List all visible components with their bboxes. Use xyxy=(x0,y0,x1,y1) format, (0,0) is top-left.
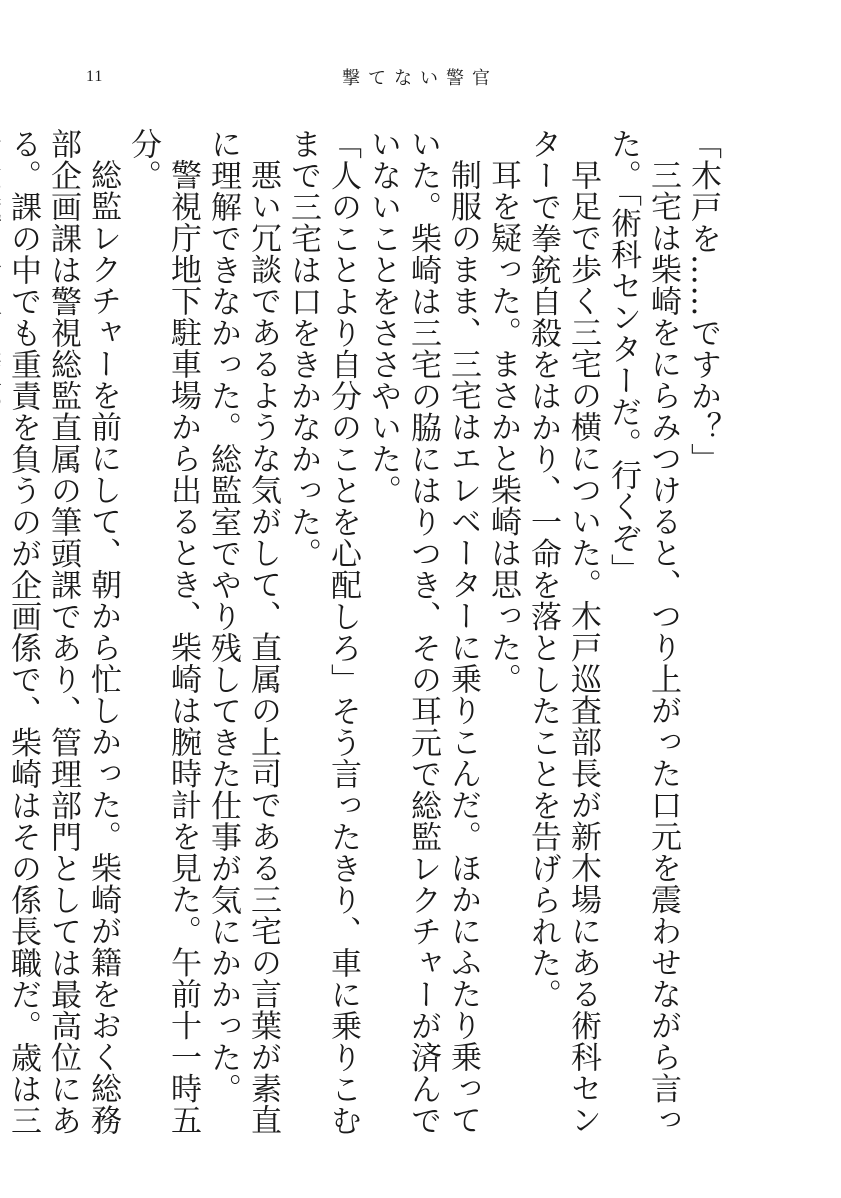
paragraph: 三宅は柴崎をにらみつけると、つり上がった口元を震わせながら言った。「術科センターだ。行くぞ」 xyxy=(605,128,681,1136)
paragraph: 早足で歩く三宅の横についた。木戸巡査部長が新木場にある術科センターで拳銃自殺をはかり、一命を落としたことを告げられた。 xyxy=(525,128,601,1136)
running-title: 撃てない警官 xyxy=(342,68,498,89)
paragraph: 耳を疑った。まさかと柴崎は思った。 xyxy=(485,159,521,695)
paragraph: 制服のまま、三宅はエレベーターに乗りこんだ。ほかにふたり乗っていた。柴崎は三宅の脇にはりつき、その耳元で総監レクチャーが済んでいないことをささやいた。 xyxy=(365,128,481,1136)
page-number: 11 xyxy=(86,68,104,85)
paragraph: 「木戸を……ですか？」 xyxy=(685,128,721,475)
paragraph: 警視庁地下駐車場から出るとき、柴崎は腕時計を見た。午前十一時五分。 xyxy=(125,128,201,1136)
paragraph: 「人のことより自分のことを心配しろ」そう言ったきり、車に乗りこむまで三宅は口をきかなかった。 xyxy=(285,128,361,1136)
paragraph: 総監レクチャーを前にして、朝から忙しかった。柴崎が籍をおく総務部企画課は警視総監直属の筆頭課であり、管理部門としては最高位にある。課の中でも重責を負うのが企画係で、柴崎はその係長職だ。歳は三 xyxy=(5,128,121,1136)
paragraph: 悪い冗談であるような気がして、直属の上司である三宅の言葉が素直に理解できなかった。総監室でやり残してきた仕事が気にかかった。 xyxy=(205,128,281,1136)
body-text xyxy=(5,128,723,1138)
